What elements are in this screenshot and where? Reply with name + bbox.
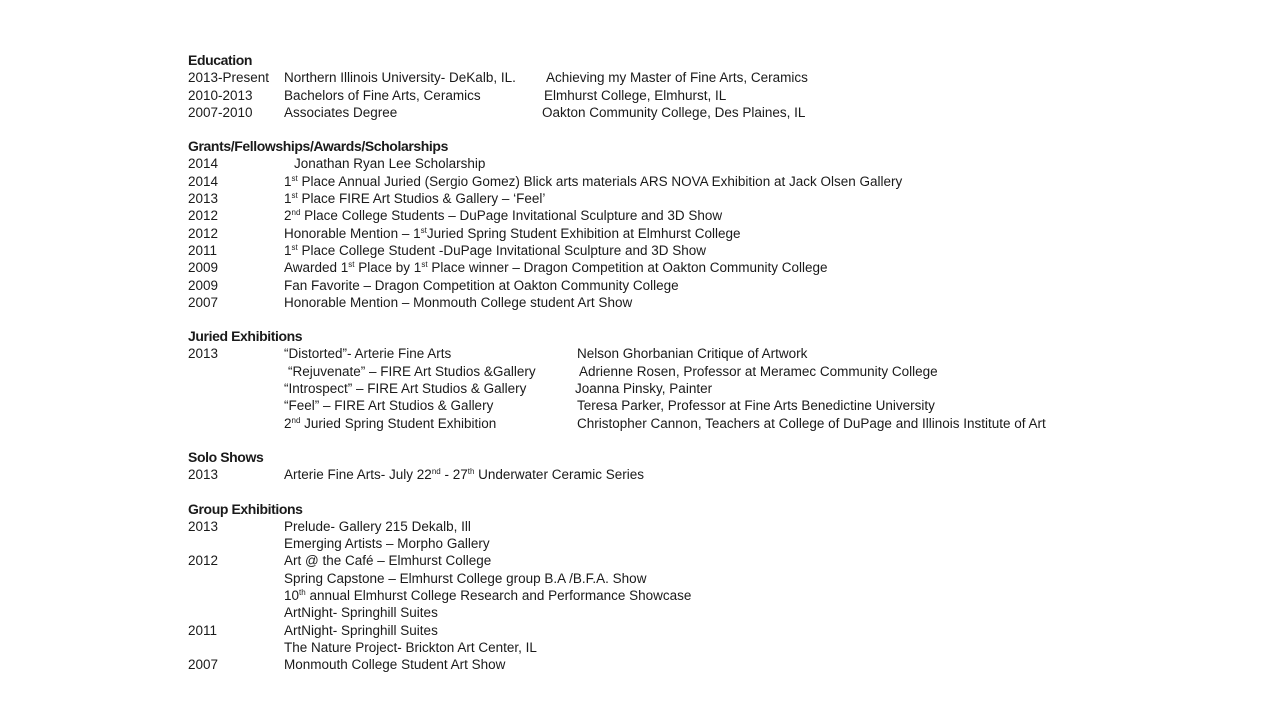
year: 2013: [188, 346, 219, 362]
group-row: [188, 535, 1188, 552]
awards-section: [188, 138, 1188, 311]
entry-text: 2nd Place College Students – DuPage Invitational Sculpture and 3D Show: [284, 208, 723, 224]
group-row: [188, 552, 1188, 569]
award-row: [188, 259, 1188, 276]
exhibition-row: [188, 363, 1188, 380]
education-row: [188, 69, 1188, 86]
year: 2007: [188, 294, 219, 310]
entry-text: Honorable Mention – 1stJuried Spring Student Exhibition at Elmhurst College: [284, 225, 741, 241]
exhibition-row: [188, 345, 1188, 362]
entry-note: Oakton Community College, Des Plaines, IL: [542, 104, 806, 120]
entry-text: 10th annual Elmhurst College Research and Performance Showcase: [284, 588, 692, 604]
entry-text: The Nature Project- Brickton Art Center, IL: [284, 639, 537, 655]
entry-text: Associates Degree: [284, 104, 398, 120]
year: 2013: [188, 467, 219, 483]
group-row: [188, 570, 1188, 587]
year: 2013: [188, 191, 219, 207]
juried-exhibitions-section: [188, 328, 1188, 432]
juror-note: Teresa Parker, Professor at Fine Arts Benedictine University: [577, 398, 935, 414]
group-row: [188, 622, 1188, 639]
year: 2014: [188, 156, 219, 172]
year: 2009: [188, 277, 219, 293]
section-heading: Grants/Fellowships/Awards/Scholarships: [188, 138, 448, 155]
year: 2014: [188, 173, 219, 189]
award-row: [188, 173, 1188, 190]
award-row: [188, 225, 1188, 242]
education-row: [188, 87, 1188, 104]
entry-text: Awarded 1st Place by 1st Place winner – Dragon Competition at Oakton Community College: [284, 260, 828, 276]
year: 2012: [188, 225, 219, 241]
entry-text: Spring Capstone – Elmhurst College group B.A /B.F.A. Show: [284, 570, 647, 586]
juror-note: Nelson Ghorbanian Critique of Artwork: [577, 346, 808, 362]
section-heading: Solo Shows: [188, 448, 264, 465]
entry-text: Northern Illinois University- DeKalb, IL.: [284, 70, 516, 86]
juror-note: Christopher Cannon, Teachers at College of DuPage and Illinois Institute of Art: [577, 415, 1046, 431]
group-exhibitions-section: [188, 501, 1188, 674]
entry-text: Art @ the Café – Elmhurst College: [284, 553, 492, 569]
group-row: [188, 587, 1188, 604]
entry-text: “Feel” – FIRE Art Studios & Gallery: [284, 398, 494, 414]
education-section: [188, 52, 1188, 121]
year: 2009: [188, 260, 219, 276]
exhibition-row: [188, 380, 1188, 397]
award-row: [188, 207, 1188, 224]
year: 2007-2010: [188, 104, 253, 120]
entry-text: 1st Place Annual Juried (Sergio Gomez) Blick arts materials ARS NOVA Exhibition at Jack Olsen Gallery: [284, 173, 903, 189]
education-row: [188, 104, 1188, 121]
entry-note: Elmhurst College, Elmhurst, IL: [544, 87, 727, 103]
entry-text: Emerging Artists – Morpho Gallery: [284, 536, 490, 552]
year: 2012: [188, 208, 219, 224]
award-row: [188, 242, 1188, 259]
year: 2013: [188, 518, 219, 534]
entry-text: Fan Favorite – Dragon Competition at Oakton Community College: [284, 277, 679, 293]
year: 2007: [188, 657, 219, 673]
group-row: [188, 656, 1188, 673]
entry-text: Jonathan Ryan Lee Scholarship: [294, 156, 486, 172]
entry-text: ArtNight- Springhill Suites: [284, 622, 438, 638]
exhibition-row: [188, 397, 1188, 414]
entry-text: Prelude- Gallery 215 Dekalb, Ill: [284, 518, 471, 534]
entry-text: 1st Place FIRE Art Studios & Gallery – ‘Feel’: [284, 191, 546, 207]
group-row: [188, 604, 1188, 621]
award-row: [188, 155, 1188, 172]
exhibition-row: [188, 415, 1188, 432]
group-row: [188, 639, 1188, 656]
juror-note: Joanna Pinsky, Painter: [575, 381, 713, 397]
year: 2013-Present: [188, 70, 270, 86]
year: 2010-2013: [188, 87, 253, 103]
entry-text: 1st Place College Student -DuPage Invitational Sculpture and 3D Show: [284, 242, 706, 258]
entry-text: Arterie Fine Arts- July 22nd - 27th Underwater Ceramic Series: [284, 467, 644, 483]
entry-note: Achieving my Master of Fine Arts, Ceramics: [546, 70, 808, 86]
resume-document: [188, 52, 1188, 691]
entry-text: 2nd Juried Spring Student Exhibition: [284, 415, 497, 431]
entry-text: ArtNight- Springhill Suites: [284, 605, 438, 621]
entry-text: Bachelors of Fine Arts, Ceramics: [284, 87, 481, 103]
entry-text: “Rejuvenate” – FIRE Art Studios &Gallery: [288, 363, 536, 379]
award-row: [188, 277, 1188, 294]
entry-text: Monmouth College Student Art Show: [284, 657, 506, 673]
entry-text: “Introspect” – FIRE Art Studios & Gallery: [284, 381, 527, 397]
solo-row: [188, 466, 1188, 483]
section-heading: Education: [188, 52, 253, 68]
award-row: [188, 190, 1188, 207]
award-row: [188, 294, 1188, 311]
section-heading: Group Exhibitions: [188, 500, 303, 517]
entry-text: Honorable Mention – Monmouth College student Art Show: [284, 294, 633, 310]
year: 2011: [188, 622, 218, 638]
solo-shows-section: [188, 449, 1188, 484]
year: 2011: [188, 242, 218, 258]
juror-note: Adrienne Rosen, Professor at Meramec Community College: [579, 363, 938, 379]
section-heading: Juried Exhibitions: [188, 328, 303, 345]
group-row: [188, 518, 1188, 535]
entry-text: “Distorted”- Arterie Fine Arts: [284, 346, 452, 362]
year: 2012: [188, 553, 219, 569]
